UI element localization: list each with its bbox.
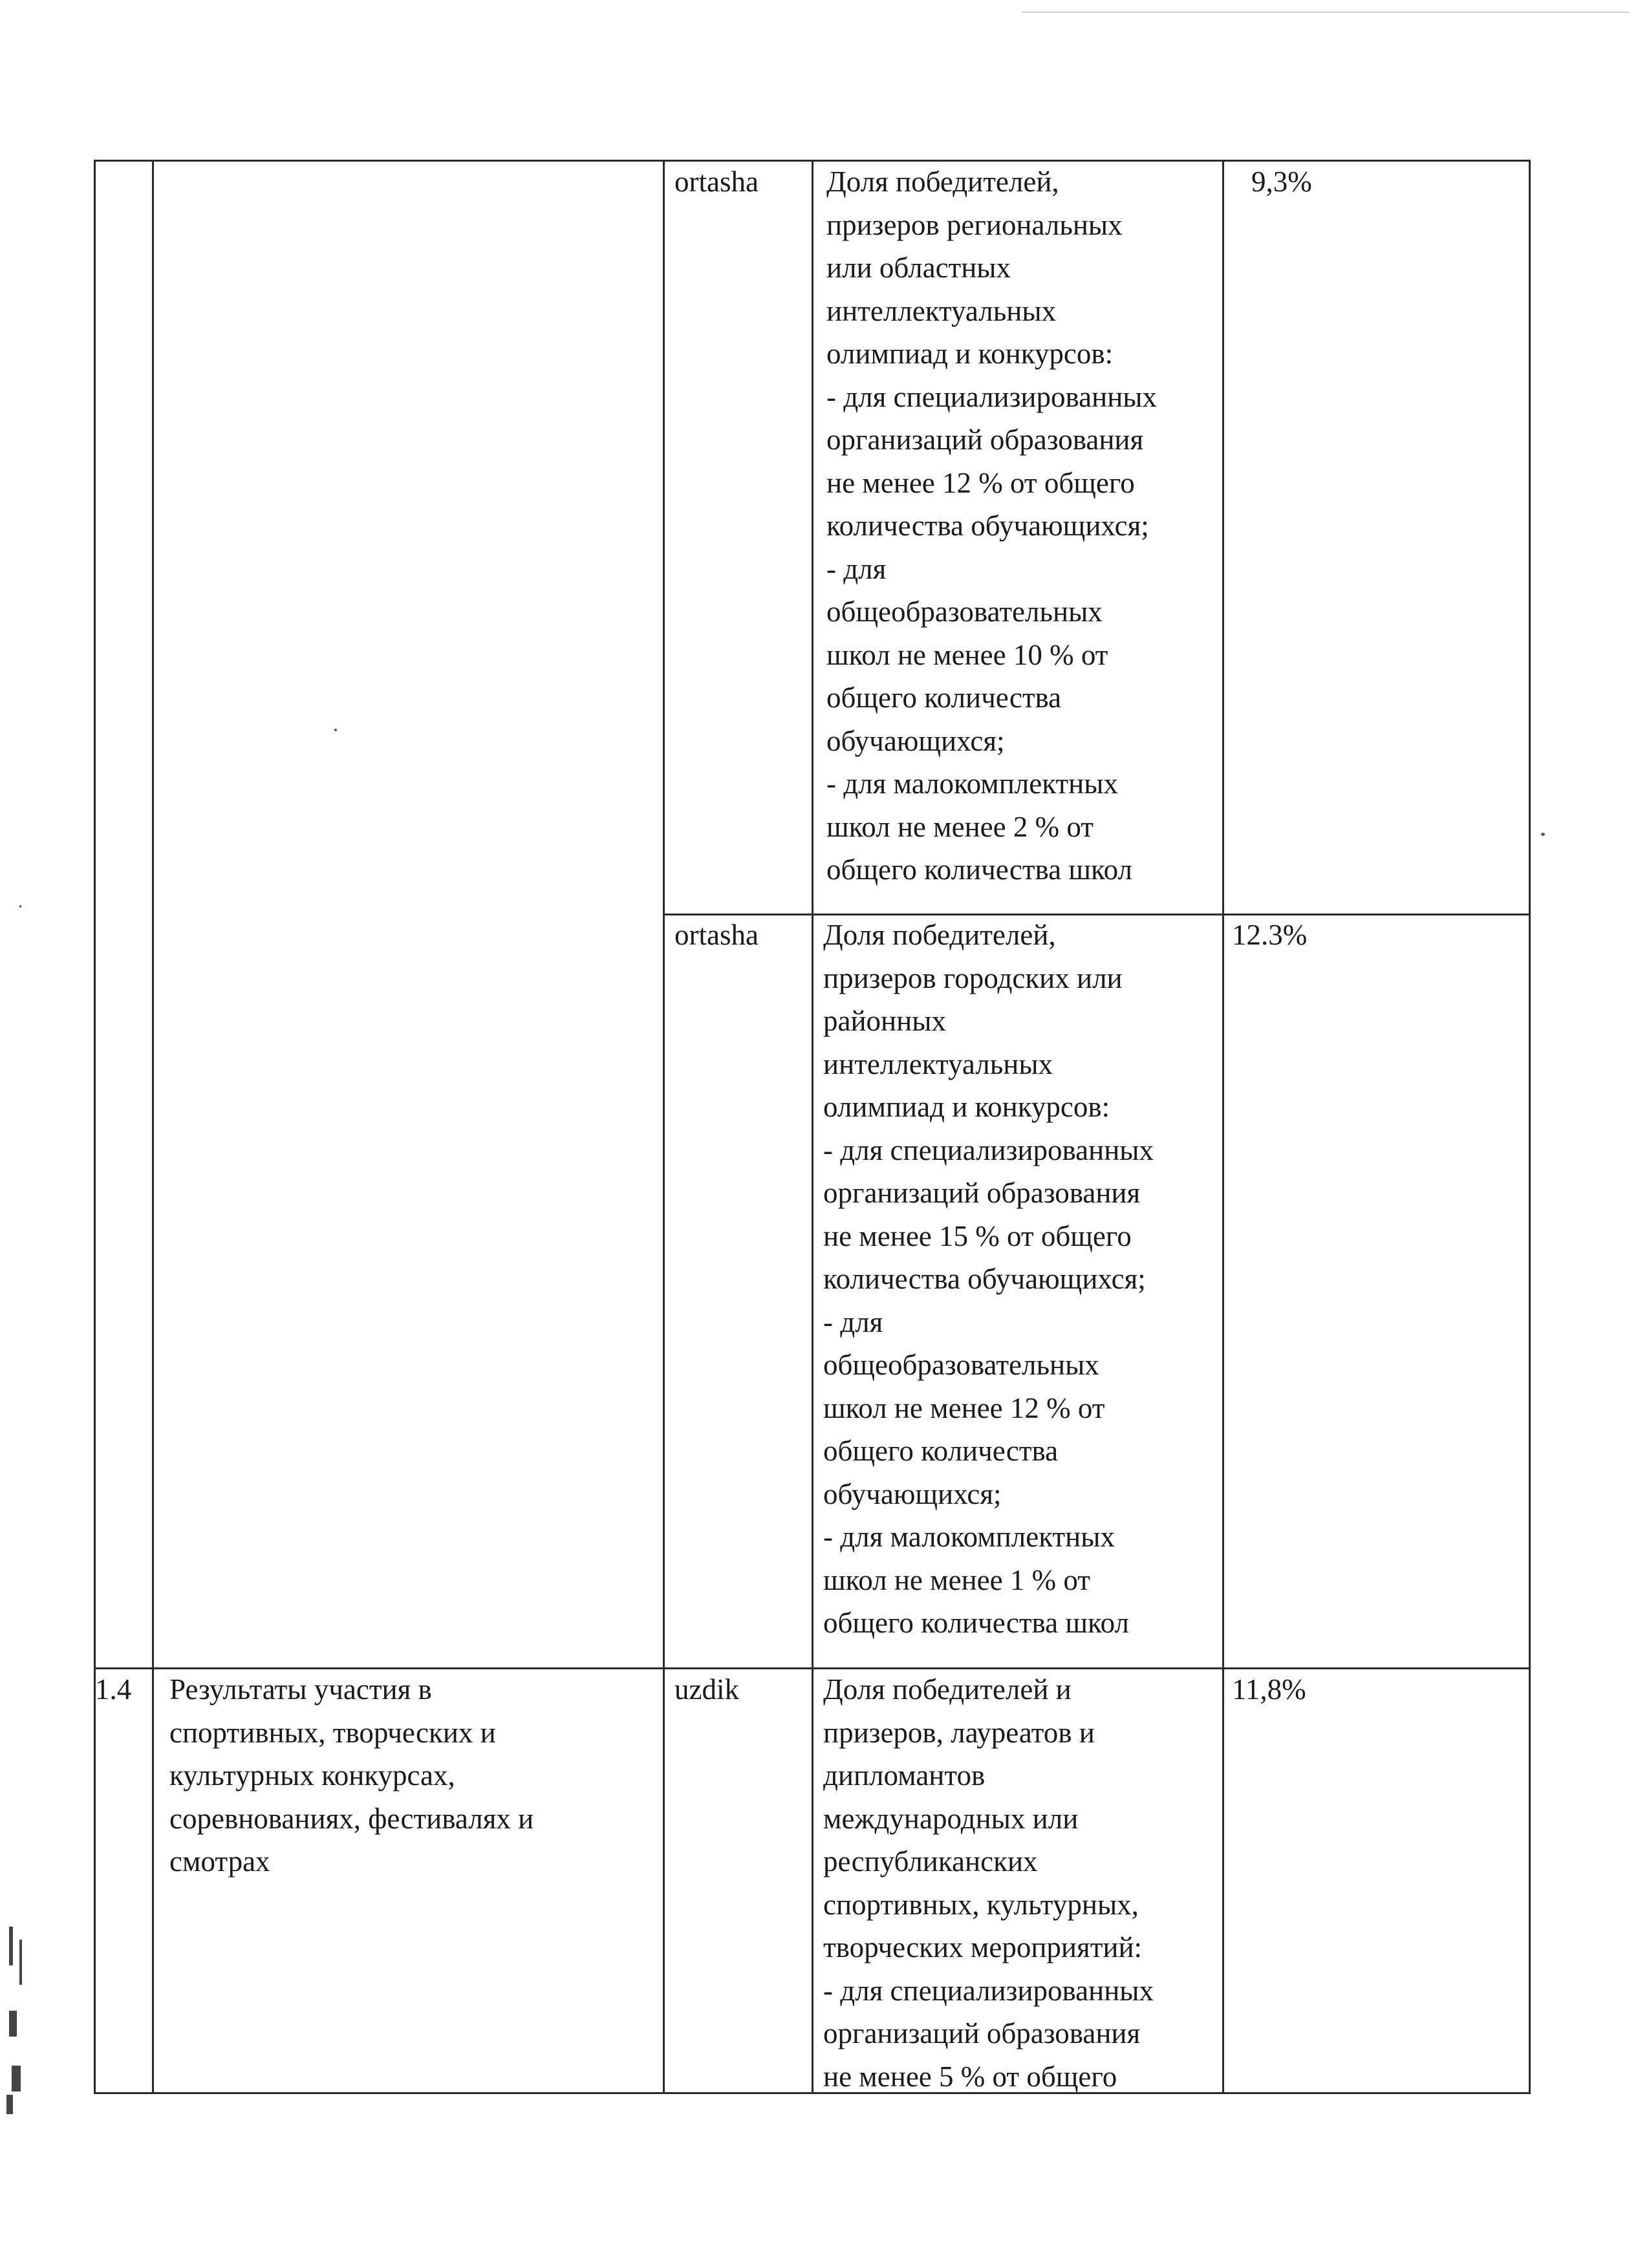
column-divider — [663, 160, 665, 2094]
scan-edge-mark — [12, 2066, 21, 2091]
value-cell: 11,8% — [1232, 1673, 1306, 1706]
level-cell: ortasha — [674, 166, 759, 198]
scan-edge-mark — [9, 1927, 13, 1965]
level-cell: uzdik — [674, 1673, 739, 1706]
value-cell: 12.3% — [1232, 919, 1308, 951]
scan-artifact-line — [1022, 12, 1630, 13]
scan-speck — [1541, 833, 1545, 836]
scan-edge-mark — [19, 1940, 22, 1985]
level-cell: ortasha — [674, 919, 759, 951]
column-divider — [1222, 160, 1224, 2094]
scan-speck — [334, 729, 337, 731]
indicator-cell: Доля победителей и призеров, лауреатов и дипломантов международных или республиканских спортивных, культурных, творческих мероприятий: - для специализированных организаций образования не менее 5 % от общего — [823, 1673, 1154, 2093]
value-cell: 9,3% — [1251, 166, 1312, 198]
table-left-border — [94, 160, 96, 2094]
scan-edge-mark — [9, 2011, 17, 2037]
column-divider — [812, 160, 814, 2094]
scan-speck — [19, 905, 21, 908]
indicator-cell: Доля победителей, призеров региональных или областных интеллектуальных олимпиад и конкурсов: - для специализированных организаций образования не менее 12 % от общего количества обучающихся; - для общеобразовательных школ не менее 10 % от общего количества обучающихся; - для малокомплектных школ не менее 2 % от общего количества школ — [826, 166, 1158, 886]
number-cell: 1.4 — [95, 1673, 132, 1706]
table-right-border — [1529, 160, 1531, 2094]
scan-edge-mark — [6, 2095, 13, 2114]
criterion-cell: Результаты участия в спортивных, творческих и культурных конкурсах, соревнованиях, фестивалях и смотрах — [169, 1673, 534, 1878]
indicator-cell: Доля победителей, призеров городских или районных интеллектуальных олимпиад и конкурсов: - для специализированных организаций образования не менее 15 % от общего количества обучающихся; - для общеобразовательных школ не менее 12 % от общего количества обучающихся; - для малокомплектных школ не менее 1 % от общего количества школ — [823, 919, 1154, 1639]
column-divider — [152, 160, 154, 2094]
